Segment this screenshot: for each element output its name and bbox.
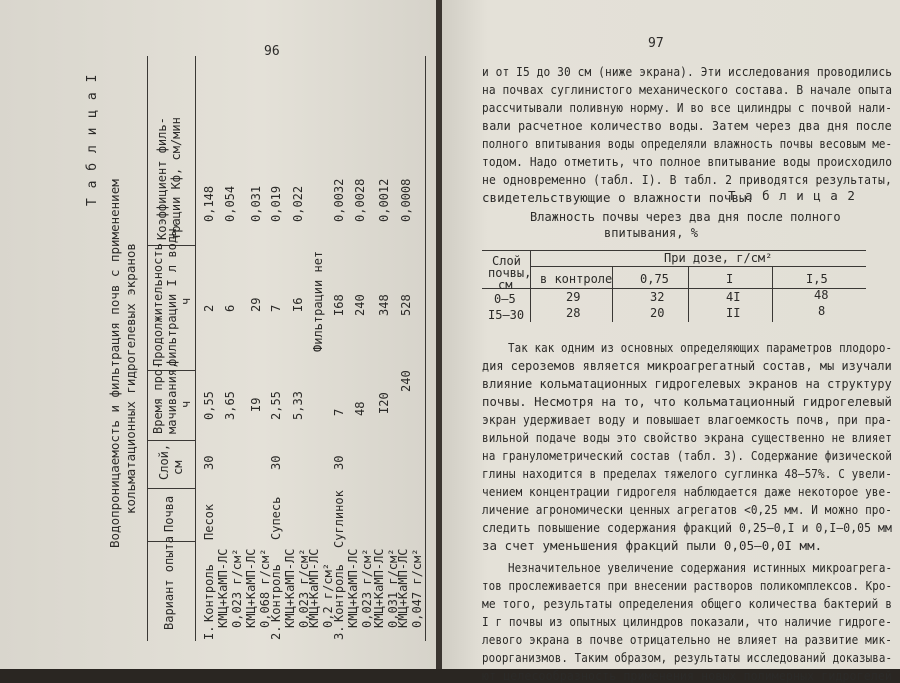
para1-line: полного впитывания воды определяли влажность почвы весовым ме- <box>482 136 893 151</box>
header-layer-l2: см <box>171 460 185 475</box>
g3-r4-duration: 528 <box>399 294 413 316</box>
g2-r3-variant2: 0,2 г/см² <box>321 562 335 628</box>
g2-soil: Супесь <box>269 496 283 540</box>
g3-layer: 30 <box>332 455 346 470</box>
para1-line: тодом. Надо отметить, что полное впитывание воды происходило <box>482 154 893 169</box>
para3-line: роорганизмов. Таким образом, результаты исследований доказыва- <box>482 650 893 665</box>
table1-rule-bottom <box>425 56 426 641</box>
table1-rule-header <box>195 56 196 641</box>
table2-col-1: I <box>726 272 734 286</box>
left-page <box>0 0 436 669</box>
page-number-right: 97 <box>648 36 664 51</box>
group2-num: 2. <box>269 625 283 640</box>
table2-head-dose: При дозе, г/см² <box>664 251 773 265</box>
g2-r2-variant2: 0,023 г/см² <box>297 548 311 628</box>
g3-r4-coef: 0,0008 <box>399 178 413 222</box>
table1-title-line1: Водопроницаемость и фильтрация почв с применением <box>107 179 122 548</box>
g1-r2-duration: 6 <box>223 304 237 312</box>
g3-r1-time: 7 <box>332 408 346 416</box>
g1-r3-coef: 0,031 <box>249 185 263 222</box>
table2-head-layer-l3: см <box>498 278 513 292</box>
g3-r3-time: I20 <box>377 392 391 414</box>
header-soil: Почва <box>162 495 176 532</box>
para2-line: глины находится в пределах тяжелого суглинка 48–57%. С увели- <box>482 466 892 481</box>
g3-r1-coef: 0,0032 <box>332 178 346 222</box>
table2-vsep-4 <box>772 266 773 322</box>
para2-line: экран удерживает воду и повышает влагоемкость почв, при пра- <box>482 412 893 427</box>
table2-title-line1: Влажность почвы через два дня после полного <box>530 210 841 224</box>
table2-row2-val: 28 <box>566 306 581 320</box>
g1-r2-coef: 0,054 <box>223 185 237 222</box>
table2-row2-val: II <box>726 306 741 320</box>
g1-r2-time: 3,65 <box>223 391 237 420</box>
g1-r1-duration: 2 <box>202 304 216 312</box>
para3-line: левого экрана в почве отрицательно не влияет на развитие мик- <box>482 632 892 647</box>
g1-layer: 30 <box>202 455 216 470</box>
g1-soil: Песок <box>202 503 216 540</box>
g2-r2-coef: 0,022 <box>291 185 305 222</box>
g1-r3-time: I9 <box>249 397 263 412</box>
header-coef-l2: трации Кф, см/мин <box>169 117 183 240</box>
header-duration-l3: ч <box>179 297 193 305</box>
g3-r4-variant2: 0,047 г/см² <box>410 548 424 628</box>
g1-r2-variant: КМЦ+КаМП-ЛС <box>216 548 230 628</box>
g2-r1-variant: Контроль <box>269 564 283 622</box>
g3-r2-variant: КМЦ+КаМП-ЛС <box>346 548 360 628</box>
g2-r1-coef: 0,019 <box>269 185 283 222</box>
para2-line: на гранулометрический состав (табл. 3). Содержание физической <box>482 448 892 463</box>
g3-r3-duration: 348 <box>377 294 391 316</box>
g2-r3-variant: КМЦ+КаМП-ЛС <box>307 548 321 628</box>
para2-line: вильной подаче воды это свойство экрана существенно не влияет <box>482 430 892 445</box>
g3-r4-time: 240 <box>399 370 413 392</box>
para2-line: дия сероземов является микроагрегатный состав, мы изучали <box>482 358 892 373</box>
header-variant: Вариант опыта <box>162 536 176 630</box>
para1-line: вали расчетное количество воды. Затем через два дня после <box>482 118 892 133</box>
header-layer-l1: Слой, <box>157 443 171 480</box>
page-number-left: 96 <box>264 44 280 59</box>
table2-row2-val: 20 <box>650 306 665 320</box>
header-time-l1: Время про- <box>151 361 165 434</box>
g2-r2-time: 5,33 <box>291 391 305 420</box>
table1-rule-top <box>147 56 148 641</box>
para2-line: Так как одним из основных определяющих параметров плодоро- <box>508 340 893 355</box>
g2-r2-variant: КМЦ+КаМП-ЛС <box>283 548 297 628</box>
para3-line: Незначительное увеличение содержания истинных микроагрега- <box>508 560 893 575</box>
col-sep-3 <box>147 440 195 441</box>
table2-head-layer-l1: Слой <box>492 254 521 268</box>
g1-r1-time: 0,55 <box>202 391 216 420</box>
table2-label: Т а б л и ц а 2 <box>728 188 856 203</box>
para3-line: ют целесообразность применения новых полимерных гидрогелей <box>482 668 892 683</box>
group1-num: I. <box>202 625 216 640</box>
g3-r1-variant: Контроль <box>332 564 346 622</box>
table2-row1-layer: 0–5 <box>494 292 516 306</box>
para2-line: личение агрономически ценных агрегатов <0,25 мм. И можно про- <box>482 502 892 517</box>
g3-r2-duration: 240 <box>353 294 367 316</box>
table2-title-line2: впитывания, % <box>604 226 698 240</box>
g2-layer: 30 <box>269 455 283 470</box>
g1-r1-variant: Контроль <box>202 564 216 622</box>
g3-r4-variant: КМЦ+КаМП-ЛС <box>396 548 410 628</box>
para1-line: и от I5 до 30 см (ниже экрана). Эти исследования проводились <box>482 64 893 79</box>
para1-line: не одновременно (табл. I). В табл. 2 приводятся результаты, <box>482 172 892 187</box>
g3-r1-duration: I68 <box>332 294 346 316</box>
g3-r3-variant: КМЦ+КаМП-ЛС <box>372 548 386 628</box>
g3-soil: Суглинок <box>332 490 346 548</box>
table2-row2-val: 8 <box>818 304 826 318</box>
g3-r2-coef: 0,0028 <box>353 178 367 222</box>
para2-line: чением концентрации гидрогеля наблюдается даже некоторое уве- <box>482 484 892 499</box>
col-sep-2 <box>147 488 195 489</box>
header-time-l2: мачивания, <box>165 361 179 434</box>
para1-line: на почвах суглинистого механического состава. В начале опыта <box>482 82 893 97</box>
group3-num: 3. <box>332 625 346 640</box>
para2-line: следить повышение содержания фракций 0,25–0,I и 0,I–0,05 мм <box>482 520 892 535</box>
g1-r3-variant: КМЦ+КаМП-ЛС <box>244 548 258 628</box>
table2-row1-val: 29 <box>566 290 581 304</box>
g2-r3-duration: Фильтрации нет <box>311 250 325 352</box>
g1-r2-variant2: 0,023 г/см² <box>230 548 244 628</box>
g3-r3-coef: 0,0012 <box>377 178 391 222</box>
table2-row1-val: 48 <box>814 288 829 302</box>
g2-r1-duration: 7 <box>269 304 283 312</box>
table2-col-075: 0,75 <box>640 272 669 286</box>
table1-label: Т а б л и ц а I <box>85 73 100 206</box>
g3-r2-time: 48 <box>353 401 367 416</box>
para1-line: рассчитывали поливную норму. И во все цилиндры с почвой нали- <box>482 100 892 115</box>
table2-row1-val: 32 <box>650 290 665 304</box>
table2-row1-val: 4I <box>726 290 741 304</box>
table2-col-15: I,5 <box>806 272 828 286</box>
header-time-l3: ч <box>179 400 193 408</box>
table2-col-control: в контроле <box>540 272 613 286</box>
table1-title-line2: кольматационных гидрогелевых экранов <box>123 243 138 514</box>
para2-line: влияние кольматационных гидрогелевых экранов на структуру <box>482 376 892 391</box>
table2-dose-rule <box>530 266 866 267</box>
para3-line: I г почвы из опытных цилиндров показали, что наличие гидроге- <box>482 614 892 629</box>
g1-r3-variant2: 0,068 г/см² <box>258 548 272 628</box>
g2-r1-time: 2,55 <box>269 391 283 420</box>
table2-head-layer-l2: почвы, <box>488 266 532 280</box>
g1-r1-coef: 0,148 <box>202 185 216 222</box>
g2-r2-duration: I6 <box>291 297 305 312</box>
g1-r3-duration: 29 <box>249 297 263 312</box>
header-duration-l2: фильтрации I л воды, <box>165 221 179 366</box>
para2-line: почвы. Несмотря на то, что кольматационный гидрогелевый <box>482 394 892 409</box>
table2-vsep-1 <box>530 250 531 322</box>
g3-r3-variant2: 0,031 г/см² <box>386 548 400 628</box>
table2-header-rule <box>482 288 866 289</box>
header-coef-l1: Коэффициент филь- <box>155 117 169 240</box>
table2-vsep-3 <box>688 266 689 322</box>
table2-row2-layer: I5–30 <box>488 308 525 322</box>
para2-line: за счет уменьшения фракций пыли 0,05–0,0I мм. <box>482 538 823 553</box>
header-duration-l1: Продолжительность <box>151 243 165 366</box>
para1-line: свидетельствующие о влажности почвы. <box>482 190 755 205</box>
para3-line: ме того, результаты определения общего количества бактерий в <box>482 596 893 611</box>
g3-r2-variant2: 0,023 г/см² <box>360 548 374 628</box>
para3-line: тов прослеживается при внесении растворов поликомплексов. Кро- <box>482 578 893 593</box>
